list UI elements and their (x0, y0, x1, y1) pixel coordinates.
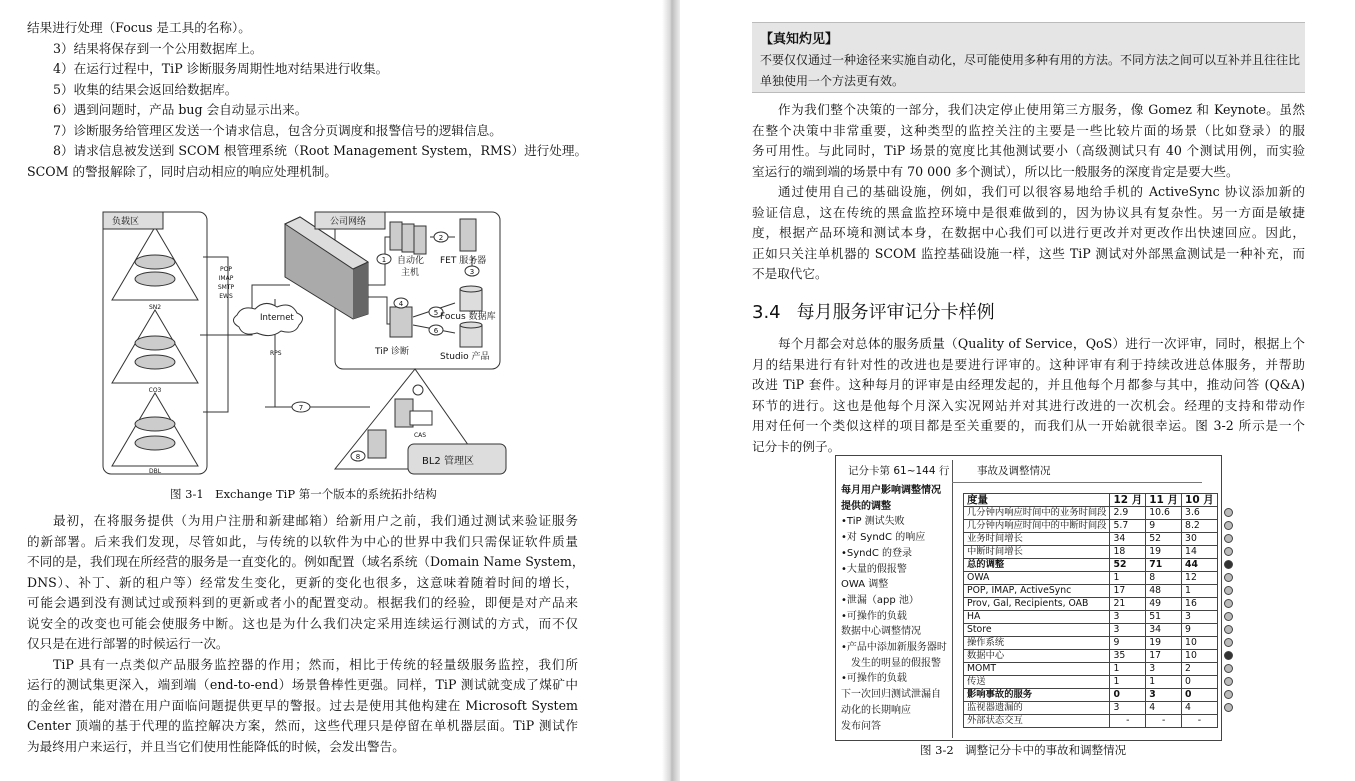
status-dot-icon (1224, 573, 1233, 582)
tip-diagnostics-label: TiP 诊断 (375, 347, 410, 357)
value-cell: 8 (1146, 572, 1182, 585)
metric-cell: 传送 (964, 676, 1110, 689)
callout-title: 【真知灼见】 (760, 32, 839, 47)
status-dot-icon (1224, 534, 1233, 543)
status-dot-icon (1224, 638, 1233, 647)
text-line: 在整个决策中非常重要，这种类型的监控关注的主要是一些比较片面的场景（比如登录）的服 (752, 122, 1305, 138)
internet-label: Internet (260, 313, 294, 323)
text-line: 正如只关注单机器的 SCOM 监控基础设施一样，这些 TiP 测试对外部黑盒测试是一种补充，而 (752, 245, 1305, 261)
metric-cell: Store (964, 624, 1110, 637)
text-line: 的新部署。后来我们发现，尽管如此，与传统的以软件为中心的世界中我们只需保证软件质量 (27, 533, 578, 549)
value-cell: 17 (1146, 650, 1182, 663)
table-row (964, 702, 1237, 715)
status-dot-icon (1224, 625, 1233, 634)
corp-network-label: 公司网络 (330, 217, 367, 227)
value-cell: 1 (1146, 676, 1182, 689)
automation-host-label-2: 主机 (401, 268, 420, 278)
text-line: 月的结果进行有针对性的改进也是要进行评审的。这种评审有利于持续改进总体服务，并帮助 (752, 356, 1305, 372)
value-cell: 19 (1146, 637, 1182, 650)
cluster-dbl-label: DBL (148, 468, 162, 475)
value-cell: 18 (1110, 546, 1146, 559)
text-line: 3）结果将保存到一个公用数据库上。 (53, 40, 263, 56)
table-row (964, 585, 1237, 598)
step-7: 7 (298, 404, 304, 412)
value-cell: 3 (1110, 624, 1146, 637)
value-cell: 14 (1182, 546, 1218, 559)
value-cell: 10.6 (1146, 507, 1182, 520)
divider (952, 460, 953, 738)
fet-server-label: FET 服务器 (440, 256, 487, 266)
column-header-dec: 12 月 (1110, 494, 1146, 507)
value-cell: 1 (1110, 676, 1146, 689)
table-row (964, 598, 1237, 611)
scorecard-side-item: •SyndC 的登录 (841, 547, 913, 559)
metric-cell: 数据中心 (964, 650, 1110, 663)
protocol-smtp: SMTP (217, 284, 235, 291)
metric-cell: MOMT (964, 663, 1110, 676)
text-line: 仅只是在进行部署的时候运行一次。 (27, 636, 229, 651)
column-header-nov: 11 月 (1146, 494, 1182, 507)
table-row (964, 663, 1237, 676)
status-dot-icon (1224, 612, 1233, 621)
scorecard-side-item: •TiP 测试失败 (841, 516, 905, 528)
value-cell: 44 (1182, 559, 1218, 572)
scorecard-side-item: 动化的长期响应 (841, 704, 911, 716)
value-cell: 2.9 (1110, 507, 1146, 520)
text-line: 5）收集的结果会返回给数据库。 (53, 81, 238, 97)
step-6: 6 (433, 327, 439, 335)
value-cell: 9 (1182, 624, 1218, 637)
value-cell: 0 (1182, 676, 1218, 689)
text-line: 最初，在将服务提供（为用户注册和新建邮箱）给新用户之前，我们通过测试来验证服务 (53, 513, 578, 528)
table-row (964, 507, 1237, 520)
scorecard-side-item: 下一次回归测试泄漏自 (841, 689, 941, 701)
status-dot-icon (1224, 599, 1233, 608)
section-number: 3.4 (752, 302, 781, 323)
protocol-ews: EWS (219, 293, 233, 300)
metric-cell: 业务时间增长 (964, 533, 1110, 546)
firewall-icon (285, 217, 368, 319)
column-header-metric: 度量 (964, 494, 1110, 507)
page-gutter (662, 0, 680, 781)
step-4: 4 (398, 300, 404, 308)
table-header-row (964, 494, 1237, 507)
scorecard-side-item: 发生的明显的假报警 (841, 657, 941, 669)
metric-cell: 操作系统 (964, 637, 1110, 650)
table-row (964, 689, 1237, 702)
status-dot-icon (1224, 521, 1233, 530)
text-line: DNS）、补丁、新的租户等）经常发生变化，更新的变化也很多，这意味着随着时间的增长， (27, 574, 578, 590)
studio-label: Studio 产品 (440, 352, 490, 362)
scorecard-side-header: 记分卡第 61~144 行 (848, 465, 950, 477)
text-line: 6）遇到问题时，产品 bug 会自动显示出来。 (53, 102, 308, 117)
value-cell: 0 (1110, 689, 1146, 702)
insight-callout (752, 22, 1305, 93)
scorecard-side-item: 每月用户影响调整情况 (841, 485, 941, 496)
step-5: 5 (433, 309, 439, 317)
metric-cell: POP, IMAP, ActiveSync (964, 585, 1110, 598)
table-row (964, 611, 1237, 624)
value-cell: 1 (1182, 585, 1218, 598)
value-cell: 9 (1110, 637, 1146, 650)
text-line: TiP 具有一点类似产品服务监控器的作用；然而，相比于传统的轻量级服务监控，我们所 (53, 656, 578, 672)
value-cell: 30 (1182, 533, 1218, 546)
figure-3-2-scorecard (835, 455, 1222, 741)
text-line: 记分卡的例子。 (752, 438, 841, 454)
scorecard-side-item: •对 SyndC 的响应 (841, 532, 926, 544)
metric-cell: OWA (964, 572, 1110, 585)
section-heading (752, 298, 995, 324)
right-paragraphs-1 (752, 100, 1305, 285)
table-row (964, 572, 1237, 585)
text-line: 每个月都会对总体的服务质量（Quality of Service，QoS）进行一次评审，同时，根据上个 (778, 336, 1305, 351)
value-cell: 8.2 (1182, 520, 1218, 533)
metric-cell: HA (964, 611, 1110, 624)
value-cell: 48 (1146, 585, 1182, 598)
value-cell: 4 (1146, 702, 1182, 715)
focus-db-label: Focus 数据库 (440, 312, 496, 322)
status-dot-icon (1224, 703, 1233, 712)
table-row (964, 676, 1237, 689)
text-line: 不是取代它。 (752, 266, 828, 281)
status-dot-icon (1224, 677, 1233, 686)
scorecard-side-item: 数据中心调整情况 (841, 626, 921, 638)
value-cell: 52 (1146, 533, 1182, 546)
text-line: SCOM 的警报解除了，同时启动相应的响应处理机制。 (27, 163, 337, 179)
value-cell: - (1182, 715, 1218, 728)
cluster-sn2-label: SN2 (148, 304, 162, 311)
column-header-oct: 10 月 (1182, 494, 1218, 507)
metric-cell: 几分钟内响应时间中的中断时间段 (964, 520, 1110, 533)
text-line: 8）请求信息被发送到 SCOM 根管理系统（Root Management System，RMS）进行处理。 (53, 143, 588, 158)
envelope-icon (410, 411, 432, 425)
cas-label: CAS (413, 432, 427, 439)
step-1: 1 (381, 256, 387, 264)
value-cell: 51 (1146, 611, 1182, 624)
scorecard-side-item: •泄漏（app 池） (841, 594, 919, 606)
table-row (964, 546, 1237, 559)
metric-cell: 总的调整 (964, 559, 1110, 572)
value-cell: 3 (1182, 611, 1218, 624)
scorecard-side-item: •可操作的负载 (841, 673, 907, 685)
status-dot-icon (1224, 664, 1233, 673)
table-row (964, 559, 1237, 572)
value-cell: 3 (1146, 663, 1182, 676)
figure-3-1-topology-diagram (100, 207, 510, 479)
text-line: 结果进行处理（Focus 是工具的名称）。 (27, 20, 251, 35)
table-row (964, 520, 1237, 533)
divider (952, 482, 1202, 483)
value-cell: - (1146, 715, 1182, 728)
table-row (964, 533, 1237, 546)
metric-cell: 影响事故的服务 (964, 689, 1110, 702)
value-cell: 9 (1146, 520, 1182, 533)
text-line: 作为我们整个决策的一部分，我们决定停止使用第三方服务，像 Gomez 和 Keynote。虽然 (778, 102, 1305, 117)
value-cell: 21 (1110, 598, 1146, 611)
left-paragraphs-2 (27, 511, 585, 757)
protocol-pop: POP (220, 266, 232, 273)
metric-cell: 监视器遗漏的 (964, 702, 1110, 715)
table-row (964, 637, 1237, 650)
value-cell: 35 (1110, 650, 1146, 663)
text-line: 运行的测试集更深入，端到端（end-to-end）场景鲁棒性更强。同样，TiP 测试就变成了煤矿中 (27, 677, 578, 692)
rps-label: RPS (270, 350, 282, 357)
value-cell: 2 (1182, 663, 1218, 676)
value-cell: 1 (1110, 663, 1146, 676)
text-line: 7）诊断服务给管理区发送一个请求信息，包含分页调度和报警信号的逻辑信息。 (53, 122, 502, 138)
step-8: 8 (355, 453, 361, 461)
cluster-co3-label: CO3 (148, 387, 162, 394)
value-cell: 1 (1110, 572, 1146, 585)
step-3: 3 (469, 268, 475, 276)
value-cell: 52 (1110, 559, 1146, 572)
metric-cell: 中断时间增长 (964, 546, 1110, 559)
left-paragraphs-1 (27, 18, 588, 182)
table-row (964, 715, 1237, 728)
value-cell: 10 (1182, 650, 1218, 663)
text-line: 环节的进行。这也是他每个月深入实况网站并对其进行改进的一次机会。经理的支持和带动作 (752, 397, 1305, 413)
automation-host-label: 自动化 (397, 256, 425, 266)
value-cell: 34 (1146, 624, 1182, 637)
value-cell: 71 (1146, 559, 1182, 572)
text-line: 不同的是，我们现在所经营的服务是一直变化的。例如配置（域名系统（Domain Name System， (27, 554, 585, 569)
value-cell: 12 (1182, 572, 1218, 585)
load-zone-label: 负载区 (112, 217, 140, 227)
metric-cell: 几分钟内响应时间中的业务时间段 (964, 507, 1110, 520)
value-cell: - (1110, 715, 1146, 728)
text-line: 验证信息，这在传统的黑盒监控环境中是很难做到的，因为协议具有复杂性。另一方面是敏捷 (752, 204, 1305, 220)
scorecard-side-item: •大量的假报警 (841, 563, 907, 575)
value-cell: 49 (1146, 598, 1182, 611)
protocol-imap: IMAP (218, 275, 234, 282)
value-cell: 17 (1110, 585, 1146, 598)
value-cell: 5.7 (1110, 520, 1146, 533)
text-line: 用对任何一个类似这样的项目都是至关重要的，而我们从一开始就很幸运。图 3-2 所示是一个 (752, 418, 1305, 433)
metric-cell: Prov, Gal, Recipients, OAB (964, 598, 1110, 611)
text-line: 为最终用户来运行，并且当它们使用性能降低的时候，会发出警告。 (27, 738, 405, 754)
user-icon (413, 385, 423, 395)
scorecard-side-list (841, 483, 947, 734)
text-line: 室运行的端到端的场景中有 70 000 多个测试），所以比一般服务的深度肯定是要大些。 (752, 163, 1239, 179)
figure-3-1-caption: 图 3-1 Exchange TiP 第一个版本的系统拓扑结构 (170, 487, 437, 501)
value-cell: 0 (1182, 689, 1218, 702)
value-cell: 4 (1182, 702, 1218, 715)
scorecard-side-item: •可操作的负载 (841, 610, 907, 622)
status-dot-icon (1224, 651, 1233, 660)
text-line: 说安全的改变也可能会使服务中断。这也是为什么我们决定采用连续运行测试的方式，而不仅 (27, 615, 578, 631)
scorecard-table (963, 493, 1237, 728)
scorecard-side-item: 发布问答 (841, 720, 881, 732)
metric-cell: 外部状态交互 (964, 715, 1110, 728)
status-dot-icon (1224, 508, 1233, 517)
value-cell: 10 (1182, 637, 1218, 650)
value-cell: 3.6 (1182, 507, 1218, 520)
text-line: 改进 TiP 套件。这种每月的评审是由经理发起的，并且他每个月都参与其中，推动问答 (Q&A) (752, 377, 1305, 392)
value-cell: 3 (1146, 689, 1182, 702)
section-title: 每月服务评审记分卡样例 (796, 302, 995, 323)
status-dot-icon (1224, 690, 1233, 699)
step-2: 2 (438, 234, 444, 242)
text-line: 可能会遇到没有测试过或预料到的更新或者小的配置变动。根据我们的经验，即便是对产品来 (27, 595, 578, 610)
scorecard-side-item: OWA 调整 (841, 579, 889, 591)
value-cell: 3 (1110, 611, 1146, 624)
figure-3-2-caption: 图 3-2 调整记分卡中的事故和调整情况 (920, 743, 1127, 757)
text-line: 的金丝雀，能对潜在用户面临问题提供更早的警报。过去是使用其他构建在 Microsoft System (27, 697, 578, 713)
value-cell: 19 (1146, 546, 1182, 559)
value-cell: 34 (1110, 533, 1146, 546)
value-cell: 16 (1182, 598, 1218, 611)
scorecard-side-item: 提供的调整 (841, 500, 891, 512)
table-row (964, 624, 1237, 637)
status-dot-icon (1224, 547, 1233, 556)
table-row (964, 650, 1237, 663)
callout-body: 不要仅仅通过一种途径来实施自动化，尽可能使用多种有用的方法。不同方法之间可以互补并且往往比单独使用一个方法更有效。 (760, 53, 1301, 88)
scorecard-table-header: 事故及调整情况 (977, 465, 1051, 477)
right-paragraphs-2 (752, 334, 1305, 457)
bl2-label: BL2 管理区 (422, 456, 474, 467)
scorecard-side-item: •产品中添加新服务器时 (841, 642, 947, 654)
text-line: 务可用性。与此同时，TiP 场景的宽度比其他测试要小（高级测试只有 40 个测试用例，而实验 (752, 143, 1305, 158)
status-dot-icon (1224, 586, 1233, 595)
text-line: 通过使用自己的基础设施，例如，我们可以很容易地给手机的 ActiveSync 协议添加新的 (778, 184, 1305, 199)
text-line: 4）在运行过程中，TiP 诊断服务周期性地对结果进行收集。 (53, 61, 389, 76)
status-dot-icon (1224, 560, 1233, 569)
text-line: 度，根据产品环境和测试本身，在数据中心我们可以进行更改并对更改作出快速回应。因此， (752, 225, 1305, 240)
text-line: Center 顶端的基于代理的监控解决方案，然而，这些代理只是停留在单机器层面。TiP 测试作 (27, 718, 578, 733)
value-cell: 3 (1110, 702, 1146, 715)
